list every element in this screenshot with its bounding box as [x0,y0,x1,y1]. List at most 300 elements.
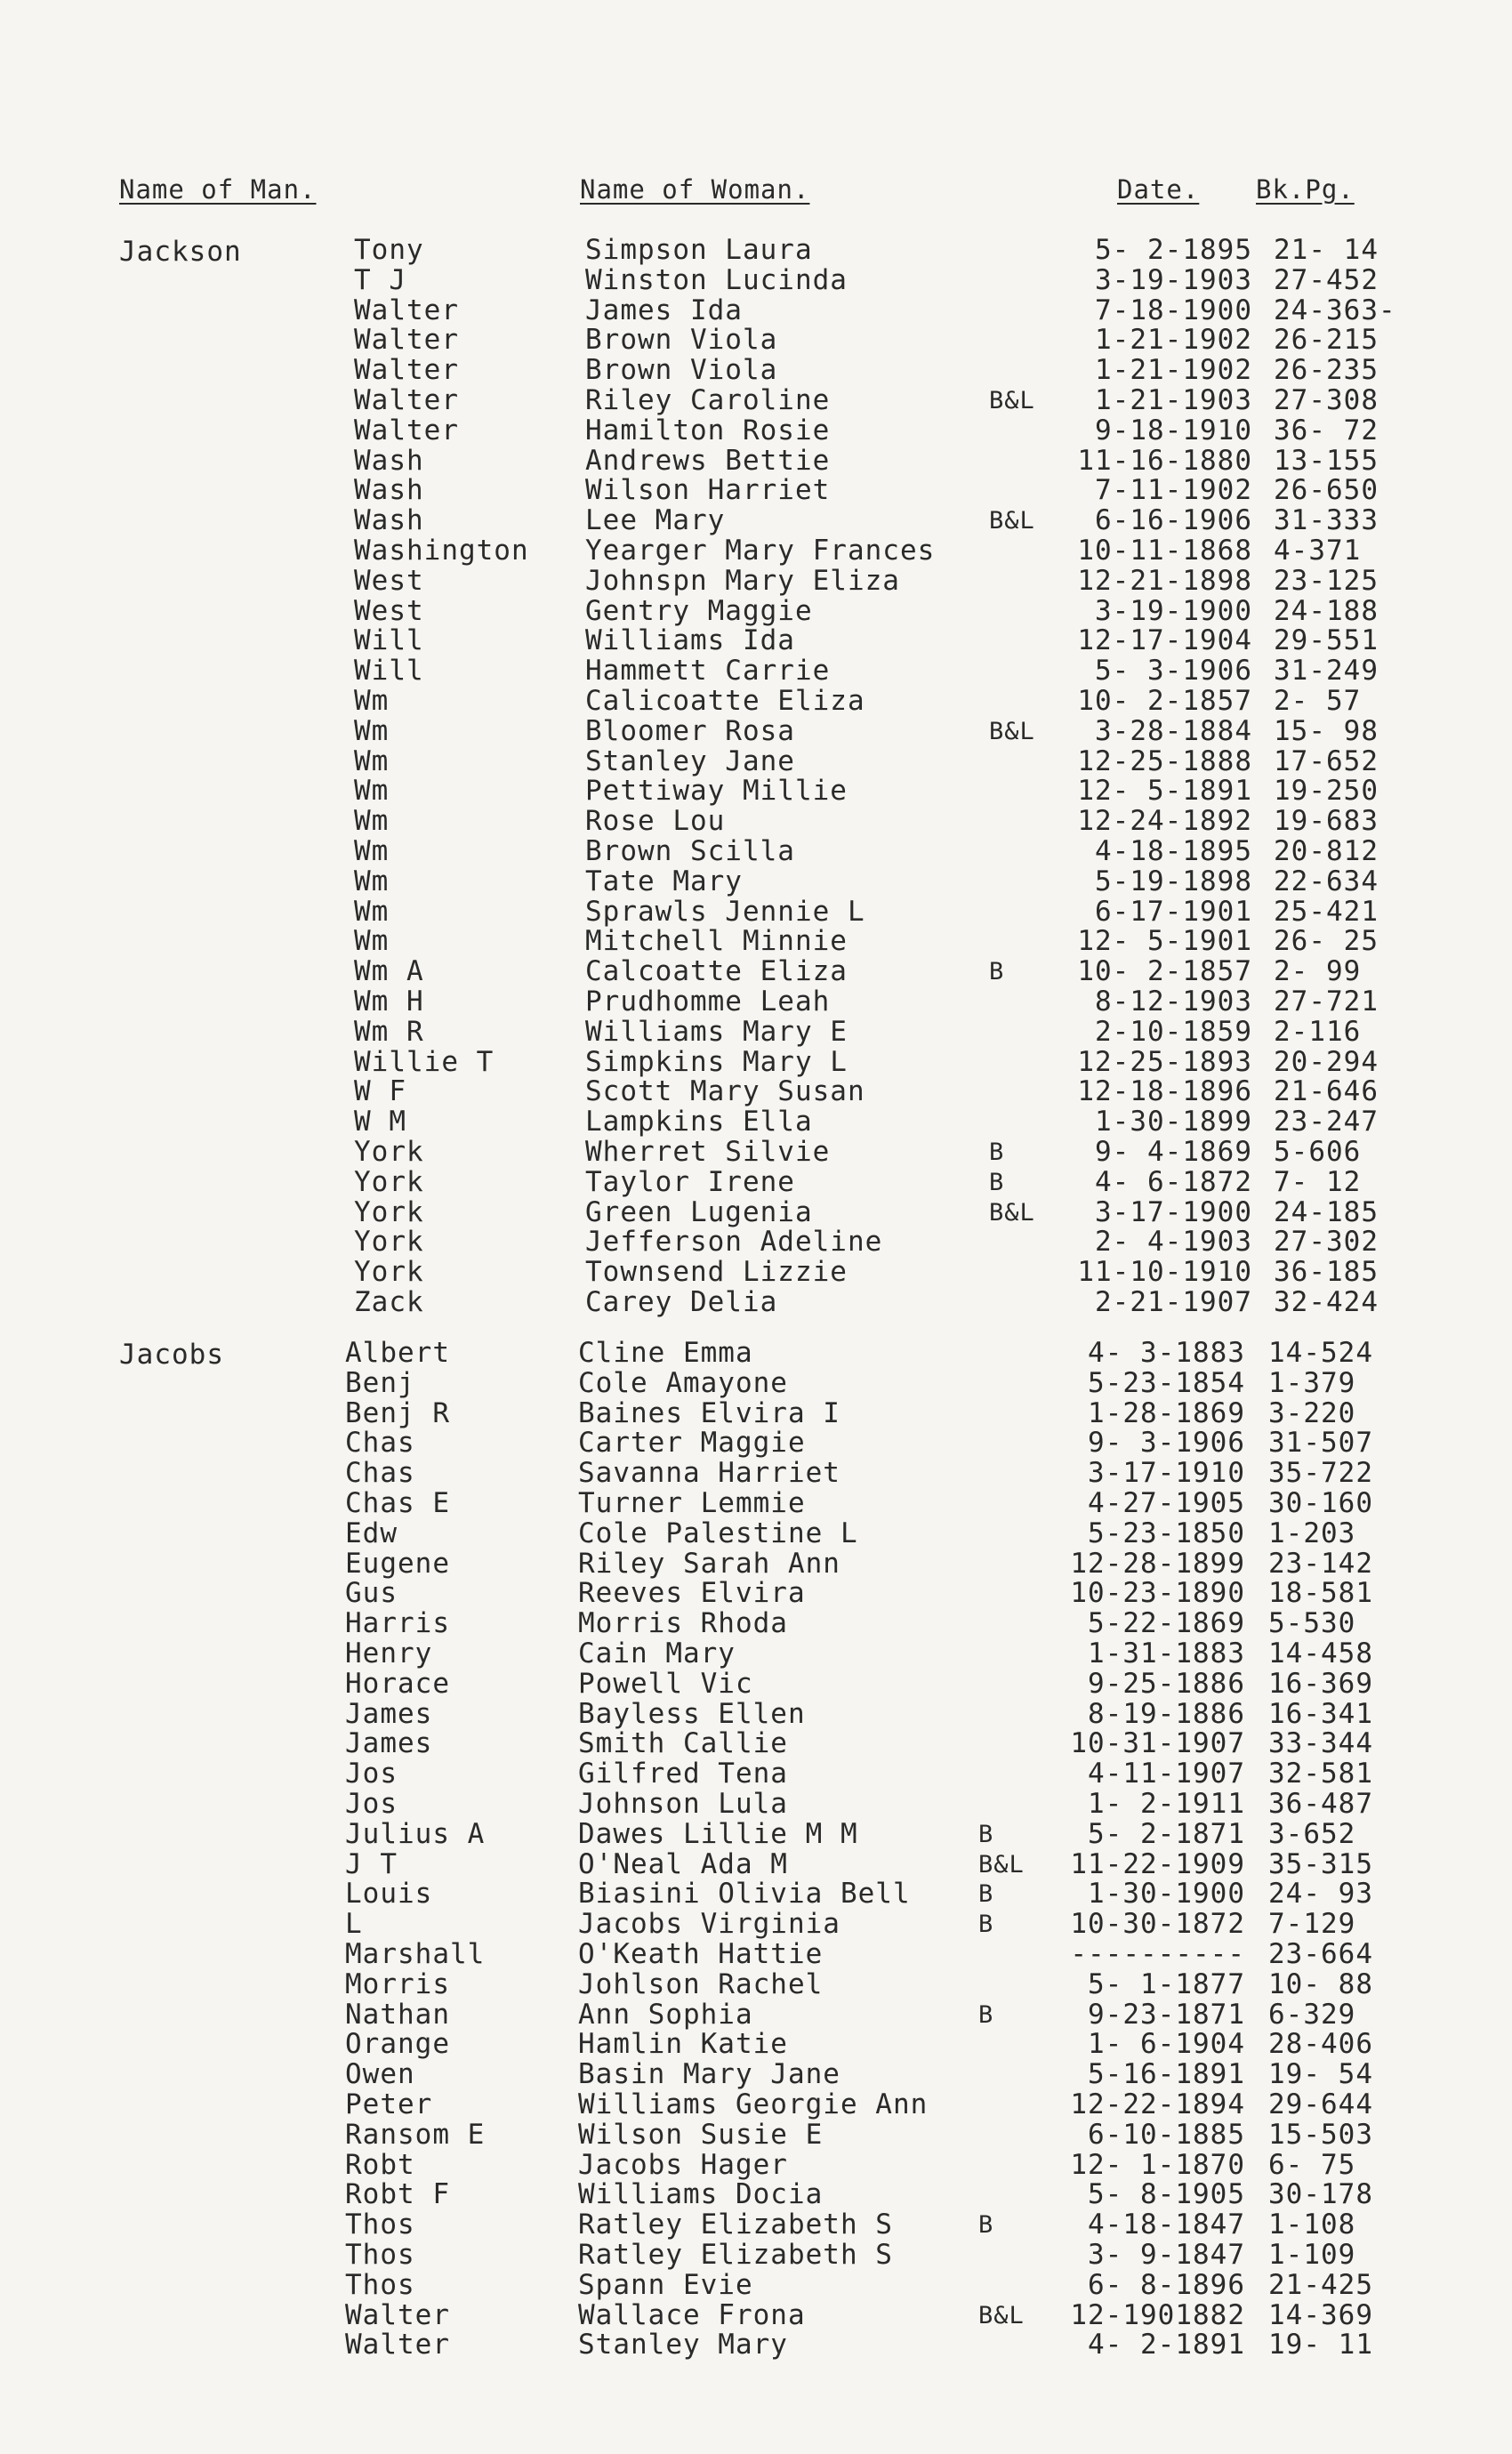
record-row [0,1787,1512,1820]
book-page: 4-371 [1274,534,1362,567]
man-first-name: York [354,1256,424,1289]
record-row [0,2148,1512,2181]
book-page: 15-503 [1268,2118,1373,2151]
man-first-name: Robt [345,2148,415,2181]
man-first-name: Louis [345,1878,433,1911]
record-row [0,263,1512,296]
woman-name: Johnspn Mary Eliza [585,564,900,597]
record-row [0,383,1512,416]
record-row [0,1639,1512,1670]
man-first-name: Orange [345,2028,450,2061]
record-row [0,1015,1512,1048]
man-first-name: Julius A [345,1817,486,1850]
marriage-date: 12-21-1898 [1077,564,1252,597]
man-first-name: Ransom E [345,2118,486,2151]
book-page: 25-421 [1274,895,1379,928]
book-page: 29-551 [1274,624,1379,657]
book-page: 33-344 [1268,1727,1373,1760]
marriage-date: 4-18-1847 [1088,2209,1245,2241]
man-first-name: York [354,1165,424,1198]
woman-name: Scott Mary Susan [585,1075,865,1108]
man-first-name: Jos [345,1758,398,1790]
man-first-name: Wash [354,504,424,537]
book-page: 22-634 [1274,865,1379,897]
woman-name: Bayless Ellen [578,1697,806,1730]
record-row [0,2180,1512,2210]
woman-name: Hamilton Rosie [585,414,831,447]
woman-name: Gentry Maggie [585,594,813,627]
record-row [0,1077,1512,1107]
woman-name: Andrews Bettie [585,444,831,477]
book-page: 32-581 [1268,1758,1373,1790]
book-page: 10- 88 [1268,1967,1373,2000]
man-first-name: Benj R [345,1396,450,1429]
record-row [0,1609,1512,1639]
marriage-date: 11-10-1910 [1077,1256,1252,1289]
man-first-name: Henry [345,1637,433,1670]
book-page: 1-109 [1268,2238,1356,2271]
record-row [0,684,1512,717]
woman-name: Sprawls Jennie L [585,895,865,928]
marriage-date: 5-16-1891 [1088,2058,1245,2091]
marriage-date: 12-24-1892 [1077,805,1252,838]
book-page: 29-644 [1268,2088,1373,2120]
woman-name: Williams Ida [585,624,795,657]
header-name-of-man: Name of Man. [119,174,317,205]
man-first-name: York [354,1135,424,1168]
marriage-date: 10- 2-1857 [1077,955,1252,988]
man-first-name: Walter [354,414,459,447]
man-first-name: Wm [354,744,390,777]
record-row [0,564,1512,597]
book-page: 26- 25 [1274,925,1379,958]
book-page: 36- 72 [1274,414,1379,447]
man-first-name: Morris [345,1967,450,2000]
woman-name: Basin Mary Jane [578,2058,840,2091]
woman-name: Brown Viola [585,354,778,387]
book-page: 26-215 [1274,324,1379,357]
record-row [0,1258,1512,1288]
woman-name: Cole Palestine L [578,1517,858,1549]
record-row [0,594,1512,627]
record-row [0,416,1512,447]
record-row [0,776,1512,807]
record-row [0,1519,1512,1549]
marriage-date: 9- 3-1906 [1088,1427,1245,1460]
marriage-date: 3-19-1903 [1095,263,1252,296]
bond-license-flag: B&L [989,386,1035,414]
book-page: 13-155 [1274,444,1379,477]
book-page: 1-379 [1268,1366,1356,1399]
book-page: 2-116 [1274,1015,1362,1048]
book-page: 32-424 [1274,1285,1379,1318]
record-row [0,296,1512,326]
marriage-date: 12- 1-1870 [1070,2148,1245,2181]
marriage-date: 12-28-1899 [1070,1547,1245,1580]
marriage-date: 4- 6-1872 [1095,1165,1252,1198]
marriage-date: 1-28-1869 [1088,1396,1245,1429]
marriage-date: 9-23-1871 [1088,1998,1245,2031]
woman-name: O'Keath Hattie [578,1937,824,1970]
book-page: 21-646 [1274,1075,1379,1108]
record-row [0,1847,1512,1880]
woman-name: Williams Georgie Ann [578,2088,929,2120]
woman-name: Smith Callie [578,1727,788,1760]
book-page: 20-294 [1274,1045,1379,1078]
man-first-name: Jos [345,1787,398,1820]
book-page: 24- 93 [1268,1878,1373,1911]
marriage-date: 12-1901882 [1070,2298,1245,2331]
record-list [0,236,1512,1318]
man-first-name: Harris [345,1607,450,1640]
record-row [0,867,1512,897]
man-first-name: Chas E [345,1486,450,1519]
record-row [0,2298,1512,2331]
marriage-date: 8-12-1903 [1095,985,1252,1018]
book-page: 20-812 [1274,834,1379,867]
man-first-name: Horace [345,1667,450,1700]
bond-license-flag: B&L [978,2301,1025,2329]
man-first-name: Marshall [345,1937,486,1970]
book-page: 27-452 [1274,263,1379,296]
woman-name: Simpson Laura [585,234,813,266]
man-first-name: W M [354,1106,406,1138]
book-page: 5-530 [1268,1607,1356,1640]
record-row [0,1107,1512,1138]
header-book-page: Bk.Pg. [1256,174,1355,205]
woman-name: Simpkins Mary L [585,1045,848,1078]
marriage-date: 12-25-1893 [1077,1045,1252,1078]
woman-name: Taylor Irene [585,1165,795,1198]
marriage-date: 3-19-1900 [1095,594,1252,627]
record-row [0,1697,1512,1730]
man-first-name: Gus [345,1577,398,1610]
column-header-row [0,174,1512,210]
man-first-name: Walter [354,324,459,357]
book-page: 17-652 [1274,744,1379,777]
marriage-date: 11-16-1880 [1077,444,1252,477]
record-row [0,1937,1512,1970]
woman-name: Rose Lou [585,805,726,838]
woman-name: Johnson Lula [578,1787,788,1820]
book-page: 30-178 [1268,2178,1373,2211]
woman-name: Wherret Silvie [585,1135,831,1168]
marriage-date: 2-21-1907 [1095,1285,1252,1318]
book-page: 36-185 [1274,1256,1379,1289]
bond-license-flag: B [989,1138,1005,1166]
surname-section-jacobs [0,1339,1512,2361]
marriage-date: 12-17-1904 [1077,624,1252,657]
record-row [0,356,1512,386]
record-row [0,2268,1512,2301]
book-page: 1-203 [1268,1517,1356,1549]
man-first-name: Robt F [345,2178,450,2211]
marriage-date: 12- 5-1891 [1077,775,1252,808]
book-page: 6-329 [1268,1998,1356,2031]
woman-name: Wilson Susie E [578,2118,824,2151]
header-date: Date. [1117,174,1200,205]
marriage-date: 4-18-1895 [1095,834,1252,867]
man-first-name: Wm [354,775,390,808]
marriage-date: 1-30-1899 [1095,1106,1252,1138]
woman-name: Ann Sophia [578,1998,753,2031]
woman-name: Wallace Frona [578,2298,806,2331]
record-row [0,476,1512,506]
marriage-date: ---------- [1070,1937,1245,1970]
record-row [0,1045,1512,1078]
marriage-date: 10-23-1890 [1070,1577,1245,1610]
bond-license-flag: B [978,2000,994,2029]
record-row [0,1285,1512,1318]
marriage-date: 3-17-1910 [1088,1457,1245,1490]
man-first-name: Wm [354,805,390,838]
marriage-date: 5- 2-1871 [1088,1817,1245,1850]
record-row [0,714,1512,747]
man-first-name: West [354,564,424,597]
record-row [0,2090,1512,2120]
woman-name: Powell Vic [578,1667,753,1700]
book-page: 19-250 [1274,775,1379,808]
woman-name: Winston Lucinda [585,263,848,296]
book-page: 7- 12 [1274,1165,1362,1198]
man-first-name: Wm [354,895,390,928]
record-row [0,1549,1512,1580]
surname-section-jackson [0,236,1512,1318]
book-page: 31-507 [1268,1427,1373,1460]
marriage-date: 9- 4-1869 [1095,1135,1252,1168]
man-first-name: Albert [345,1337,450,1369]
man-first-name: Wm R [354,1015,424,1048]
woman-name: Yearger Mary Frances [585,534,936,567]
woman-name: Reeves Elvira [578,1577,806,1610]
record-row [0,2000,1512,2031]
record-row [0,656,1512,687]
record-row [0,506,1512,536]
marriage-date: 3-17-1900 [1095,1195,1252,1228]
marriage-date: 5-19-1898 [1095,865,1252,897]
man-first-name: Wm H [354,985,424,1018]
marriage-date: 6- 8-1896 [1088,2268,1245,2301]
record-row [0,927,1512,957]
man-first-name: Nathan [345,1998,450,2031]
marriage-date: 10- 2-1857 [1077,684,1252,717]
marriage-date: 12-25-1888 [1077,744,1252,777]
book-page: 31-249 [1274,655,1379,688]
book-page: 6- 75 [1268,2148,1356,2181]
man-first-name: Benj [345,1366,415,1399]
book-page: 3-220 [1268,1396,1356,1429]
woman-name: Biasini Olivia Bell [578,1878,911,1911]
man-first-name: T J [354,263,406,296]
book-page: 19-683 [1274,805,1379,838]
marriage-date: 3-28-1884 [1095,714,1252,747]
bond-license-flag: B [989,1168,1005,1196]
woman-name: Savanna Harriet [578,1457,840,1490]
man-first-name: West [354,594,424,627]
marriage-date: 4- 2-1891 [1088,2329,1245,2361]
man-first-name: Washington [354,534,529,567]
surname-label: Jackson [119,236,242,268]
man-first-name: Walter [354,294,459,326]
woman-name: Baines Elvira I [578,1396,840,1429]
marriage-date: 1-30-1900 [1088,1878,1245,1911]
marriage-date: 7-11-1902 [1095,474,1252,507]
woman-name: Ratley Elizabeth S [578,2238,893,2271]
record-row [0,1428,1512,1459]
book-page: 35-722 [1268,1457,1373,1490]
woman-name: Cline Emma [578,1337,753,1369]
bond-license-flag: B&L [989,1198,1035,1227]
book-page: 21-425 [1268,2268,1373,2301]
man-first-name: Wm A [354,955,424,988]
woman-name: Spann Evie [578,2268,753,2301]
woman-name: James Ida [585,294,743,326]
bond-license-flag: B [978,2211,994,2240]
woman-name: Turner Lemmie [578,1486,806,1519]
marriage-date: 4-11-1907 [1088,1758,1245,1790]
record-row [0,2330,1512,2361]
man-first-name: James [345,1727,433,1760]
marriage-date: 5-22-1869 [1088,1607,1245,1640]
woman-name: Jacobs Virginia [578,1908,840,1941]
header-name-of-woman: Name of Woman. [580,174,810,205]
record-row [0,1579,1512,1609]
record-row [0,1667,1512,1700]
marriage-date: 8-19-1886 [1088,1697,1245,1730]
man-first-name: Walter [354,354,459,387]
woman-name: Stanley Jane [585,744,795,777]
book-page: 2- 99 [1274,955,1362,988]
man-first-name: James [345,1697,433,1730]
record-row [0,2030,1512,2060]
man-first-name: Peter [345,2088,433,2120]
book-page: 23-142 [1268,1547,1373,1580]
woman-name: Brown Scilla [585,834,795,867]
bond-license-flag: B&L [989,717,1035,745]
man-first-name: Walter [345,2329,450,2361]
marriage-date: 2- 4-1903 [1095,1226,1252,1259]
book-page: 19- 11 [1268,2329,1373,2361]
marriage-date: 9-18-1910 [1095,414,1252,447]
man-first-name: Tony [354,234,424,266]
book-page: 7-129 [1268,1908,1356,1941]
record-row [0,2210,1512,2241]
book-page: 23-664 [1268,1937,1373,1970]
book-page: 24-185 [1274,1195,1379,1228]
book-page: 31-333 [1274,504,1379,537]
woman-name: Calcoatte Eliza [585,955,848,988]
woman-name: Jefferson Adeline [585,1226,883,1259]
marriage-date: 2-10-1859 [1095,1015,1252,1048]
marriage-date: 3- 9-1847 [1088,2238,1245,2271]
record-row [0,2060,1512,2090]
marriage-date: 5- 8-1905 [1088,2178,1245,2211]
book-page: 23-247 [1274,1106,1379,1138]
book-page: 27-308 [1274,383,1379,416]
record-row [0,2120,1512,2151]
marriage-date: 6-17-1901 [1095,895,1252,928]
woman-name: Ratley Elizabeth S [578,2209,893,2241]
man-first-name: Wm [354,865,390,897]
book-page: 24-363- [1274,294,1396,326]
woman-name: Hamlin Katie [578,2028,788,2061]
man-first-name: Thos [345,2268,415,2301]
record-list [0,1339,1512,2361]
woman-name: Riley Sarah Ann [578,1547,840,1580]
man-first-name: L [345,1908,363,1941]
marriage-date: 5- 1-1877 [1088,1967,1245,2000]
book-page: 36-487 [1268,1787,1373,1820]
man-first-name: York [354,1195,424,1228]
man-first-name: Wash [354,444,424,477]
record-row [0,1396,1512,1429]
man-first-name: Zack [354,1285,424,1318]
bond-license-flag: B&L [978,1850,1025,1879]
record-row [0,1135,1512,1168]
marriage-date: 9-25-1886 [1088,1667,1245,1700]
man-first-name: W F [354,1075,406,1108]
man-first-name: J T [345,1847,398,1880]
marriage-date: 7-18-1900 [1095,294,1252,326]
bond-license-flag: B [978,1820,994,1848]
marriage-date: 1-21-1903 [1095,383,1252,416]
marriage-date: 5-23-1854 [1088,1366,1245,1399]
man-first-name: Wm [354,925,390,958]
woman-name: Williams Docia [578,2178,824,2211]
record-row [0,444,1512,477]
record-row [0,834,1512,867]
woman-name: O'Neal Ada M [578,1847,788,1880]
record-row [0,807,1512,837]
book-page: 26-235 [1274,354,1379,387]
record-row [0,1459,1512,1489]
record-row [0,1967,1512,2000]
record-row [0,1227,1512,1258]
woman-name: Townsend Lizzie [585,1256,848,1289]
marriage-date: 1-21-1902 [1095,324,1252,357]
woman-name: Gilfred Tena [578,1758,788,1790]
marriage-date: 5- 2-1895 [1095,234,1252,266]
record-row [0,236,1512,266]
book-page: 27-302 [1274,1226,1379,1259]
woman-name: Dawes Lillie M M [578,1817,858,1850]
man-first-name: Wm [354,684,390,717]
woman-name: Bloomer Rosa [585,714,795,747]
marriage-date: 12- 5-1901 [1077,925,1252,958]
man-first-name: Eugene [345,1547,450,1580]
woman-name: Green Lugenia [585,1195,813,1228]
record-row [0,1729,1512,1759]
woman-name: Carter Maggie [578,1427,806,1460]
record-row [0,1339,1512,1369]
man-first-name: Walter [345,2298,450,2331]
book-page: 14-524 [1268,1337,1373,1369]
marriage-date: 12-18-1896 [1077,1075,1252,1108]
marriage-date: 11-22-1909 [1070,1847,1245,1880]
man-first-name: Thos [345,2238,415,2271]
woman-name: Stanley Mary [578,2329,788,2361]
woman-name: Brown Viola [585,324,778,357]
woman-name: Riley Caroline [585,383,831,416]
man-first-name: Owen [345,2058,415,2091]
book-page: 3-652 [1268,1817,1356,1850]
record-row [0,987,1512,1018]
man-first-name: Walter [354,383,459,416]
woman-name: Carey Delia [585,1285,778,1318]
record-row [0,2238,1512,2271]
bond-license-flag: B [978,1880,994,1909]
book-page: 2- 57 [1274,684,1362,717]
